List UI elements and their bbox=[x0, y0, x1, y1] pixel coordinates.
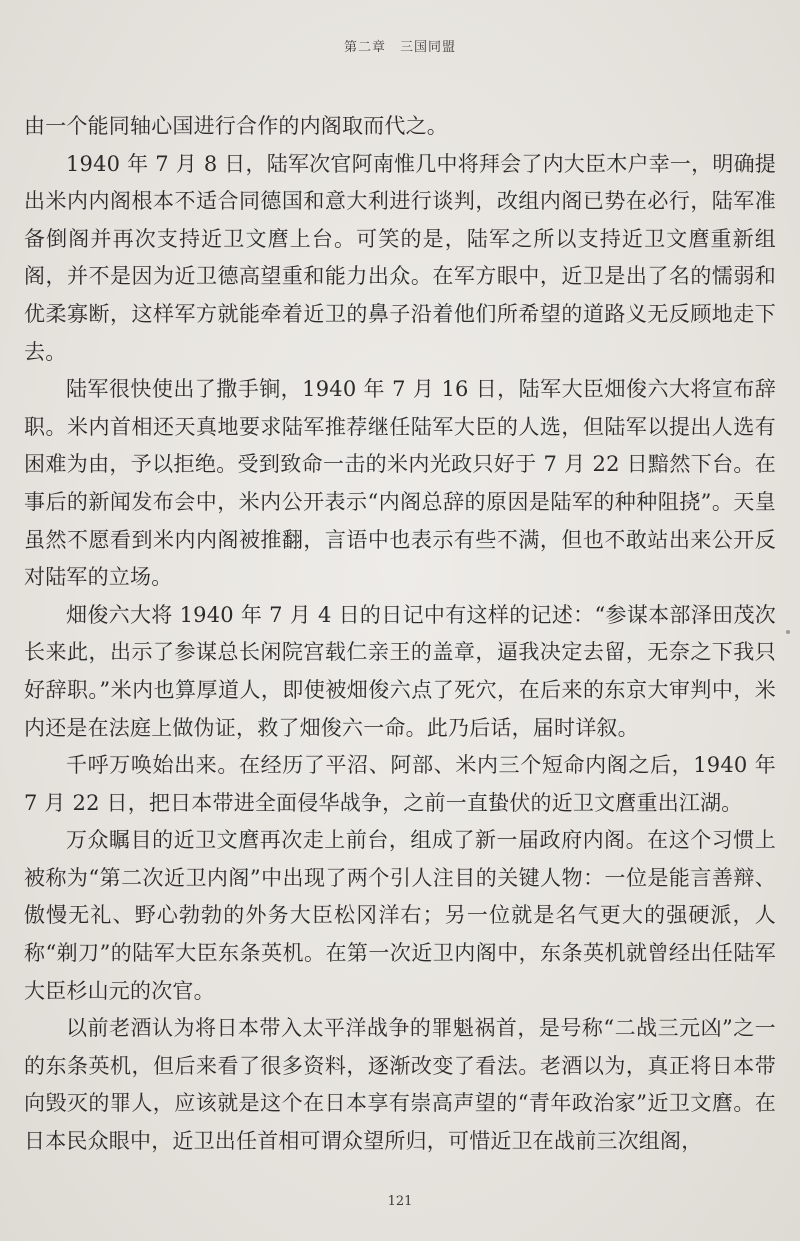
paragraph: 万众瞩目的近卫文麿再次走上前台，组成了新一届政府内阁。在这个习惯上被称为“第二次近卫内阁”中出现了两个引人注目的关键人物：一位是能言善辩、傲慢无礼、野心勃勃的外务大臣松冈洋右；另一位就是名气更大的强硬派，人称“剃刀”的陆军大臣东条英机。在第一次近卫内阁中，东条英机就曾经出任陆军大臣杉山元的次官。 bbox=[24, 828, 776, 1003]
running-header: 第二章 三国同盟 bbox=[343, 40, 456, 55]
paragraph: 1940 年 7 月 8 日，陆军次官阿南惟几中将拜会了内大臣木户幸一，明确提出米内内阁根本不适合同德国和意大利进行谈判，改组内阁已势在必行，陆军准备倒阁并再次支持近卫文麿上台。可笑的是，陆军之所以支持近卫文麿重新组阁，并不是因为近卫德高望重和能力出众。在军方眼中，近卫是出了名的懦弱和优柔寡断，这样军方就能牵着近卫的鼻子沿着他们所希望的道路义无反顾地走下去。 bbox=[24, 151, 776, 364]
scan-speck bbox=[786, 630, 790, 634]
page-number: 121 bbox=[387, 1194, 413, 1209]
paragraph: 以前老酒认为将日本带入太平洋战争的罪魁祸首，是号称“二战三元凶”之一的东条英机，但后来看了很多资料，逐渐改变了看法。老酒以为，真正将日本带向毁灭的罪人，应该就是这个在日本享有崇高声望的“青年政治家”近卫文麿。在日本民众眼中，近卫出任首相可谓众望所归，可惜近卫在战前三次组阁， bbox=[24, 1016, 776, 1154]
page-body bbox=[24, 108, 776, 1161]
paragraph: 陆军很快使出了撒手锏，1940 年 7 月 16 日，陆军大臣畑俊六大将宣布辞职。米内首相还天真地要求陆军推荐继任陆军大臣的人选，但陆军以提出人选有困难为由，予以拒绝。受到致命一击的米内光政只好于 7 月 22 日黯然下台。在事后的新闻发布会中，米内公开表示“内阁总辞的原因是陆军的种种阻挠”。天皇虽然不愿看到米内内阁被推翻，言语中也表示有些不满，但也不敢站出来公开反对陆军的立场。 bbox=[24, 377, 776, 590]
paragraph-continued: 由一个能同轴心国进行合作的内阁取而代之。 bbox=[24, 114, 448, 138]
paragraph: 千呼万唤始出来。在经历了平沼、阿部、米内三个短命内阁之后，1940 年 7 月 22 日，把日本带进全面侵华战争，之前一直蛰伏的近卫文麿重出江湖。 bbox=[24, 753, 776, 815]
paragraph: 畑俊六大将 1940 年 7 月 4 日的日记中有这样的记述：“参谋本部泽田茂次长来此，出示了参谋总长闲院宫载仁亲王的盖章，逼我决定去留，无奈之下我只好辞职。”米内也算厚道人，即使被畑俊六点了死穴，在后来的东京大审判中，米内还是在法庭上做伪证，救了畑俊六一命。此乃后话，届时详叙。 bbox=[24, 602, 776, 740]
